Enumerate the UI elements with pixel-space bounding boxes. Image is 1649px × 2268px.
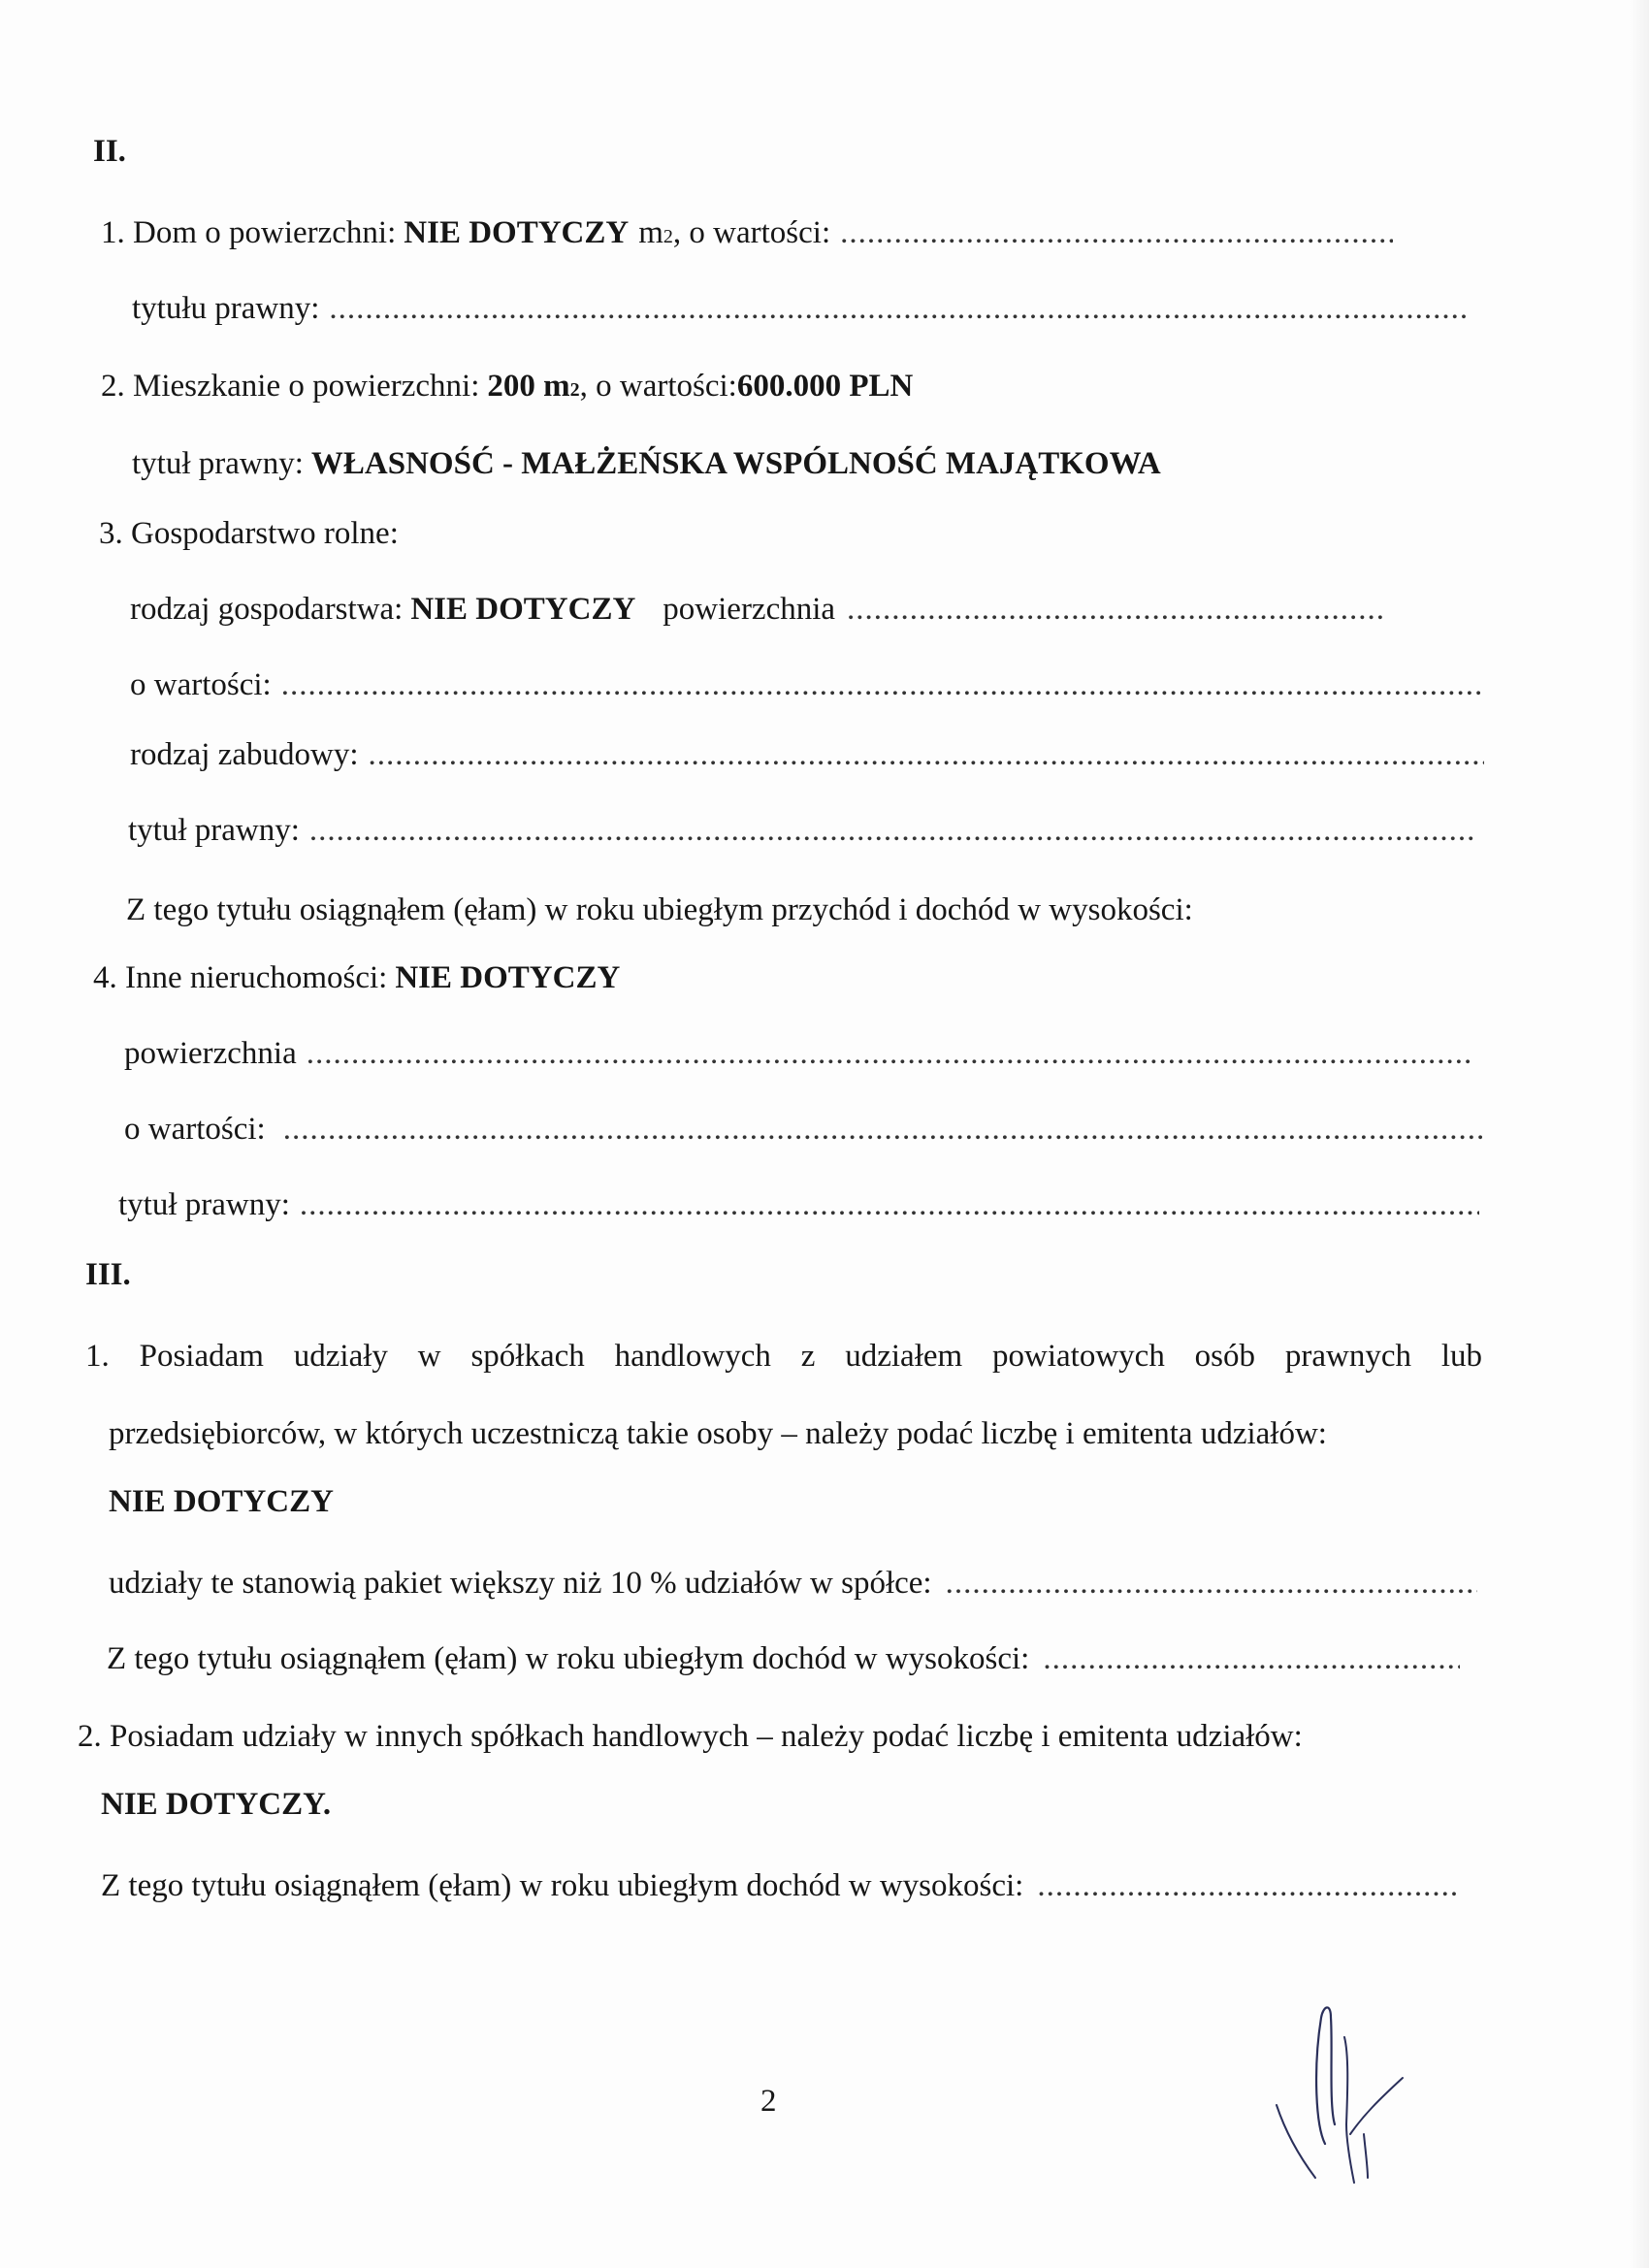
item-3-farm-line	[99, 514, 399, 553]
item-2-title-value: WŁASNOŚĆ - MAŁŻEŃSKA WSPÓLNOŚĆ MAJĄTKOWA	[310, 446, 1161, 481]
section-ii-heading: II.	[93, 134, 126, 169]
handwritten-signature	[1257, 1998, 1451, 2192]
item-3-title-line	[128, 811, 1473, 850]
sec3-item-1-income-line	[107, 1639, 1460, 1678]
sec3-item-1-packet-line	[109, 1564, 1477, 1603]
item-3-type-label: rodzaj gospodarstwa:	[130, 592, 404, 627]
item-3-build-dots	[369, 735, 1484, 774]
item-4-area-line	[124, 1034, 1471, 1073]
sec3-item-1-word: w	[417, 1339, 441, 1374]
section-iii-heading: III.	[85, 1257, 131, 1292]
item-4-title-label: tytuł prawny:	[118, 1187, 290, 1222]
scan-edge-shadow	[1630, 0, 1649, 2268]
item-1-title-line	[132, 289, 1470, 328]
item-2-area: 200 m	[487, 369, 570, 404]
item-3-value-dots	[281, 665, 1482, 704]
sec3-item-1-word: spółkach	[470, 1339, 585, 1374]
sec3-item-1-packet-dots	[946, 1564, 1477, 1603]
sec3-item-2-income-line	[101, 1866, 1456, 1905]
item-2-apartment-line: 2. Mieszkanie o powierzchni: 200 m 2 , o wartości: 600.000 PLN	[101, 369, 914, 404]
item-4-value-line	[124, 1110, 1482, 1149]
sec3-item-1-line-1	[85, 1337, 1482, 1376]
item-3-label: 3. Gospodarstwo rolne:	[99, 516, 399, 551]
item-1-value-dots	[840, 213, 1393, 252]
sec3-item-1-word: handlowych	[614, 1339, 771, 1374]
item-4-area-label: powierzchnia	[124, 1036, 297, 1071]
item-3-type-value: NIE DOTYCZY	[410, 592, 636, 627]
item-3-area-dots	[847, 590, 1382, 629]
sec3-item-1-income-dots	[1043, 1639, 1460, 1678]
sec3-item-1-text: przedsiębiorców, w których uczestniczą takie osoby – należy podać liczbę i emitenta udziałów:	[109, 1416, 1327, 1451]
item-3-income-text: Z tego tytułu osiągnąłem (ęłam) w roku ubiegłym przychód i dochód w wysokości:	[126, 892, 1193, 927]
item-2-value: 600.000 PLN	[736, 369, 914, 404]
item-1-label: 1. Dom o powierzchni:	[101, 215, 397, 250]
item-2-value-label: , o wartości:	[579, 369, 737, 404]
sec3-item-2-line	[78, 1717, 1303, 1756]
item-3-income-line	[126, 891, 1193, 929]
item-3-build-label: rodzaj zabudowy:	[130, 737, 359, 772]
item-3-type-line	[130, 590, 1382, 629]
sec3-item-1-income-text: Z tego tytułu osiągnąłem (ęłam) w roku ubiegłym dochód w wysokości:	[107, 1641, 1030, 1676]
item-4-title-dots	[300, 1185, 1479, 1224]
sec3-item-1-packet-text: udziały te stanowią pakiet większy niż 10 % udziałów w spółce:	[109, 1566, 932, 1601]
sec3-item-1-word: prawnych	[1284, 1339, 1411, 1374]
item-1-title-label: tytułu prawny:	[132, 291, 320, 326]
item-4-value-dots	[283, 1110, 1482, 1149]
sec3-item-1-word: udziały	[293, 1339, 388, 1374]
sec3-item-1-word: powiatowych	[992, 1339, 1165, 1374]
item-4-other-line	[93, 958, 620, 997]
sec3-item-2-text: 2. Posiadam udziały w innych spółkach handlowych – należy podać liczbę i emitenta udziałów:	[78, 1719, 1303, 1754]
item-4-value: NIE DOTYCZY	[395, 960, 621, 995]
item-1-house-line: 1. Dom o powierzchni: NIE DOTYCZY m 2 , o wartości: .....	[101, 213, 1393, 252]
item-2-title-line	[132, 444, 1161, 483]
item-3-build-line	[130, 735, 1484, 774]
item-4-label: 4. Inne nieruchomości:	[93, 960, 388, 995]
sec3-item-1-word: z	[800, 1339, 816, 1374]
page-number: 2	[760, 2084, 777, 2119]
sec3-item-1-answer: NIE DOTYCZY	[109, 1484, 334, 1519]
item-2-label: 2. Mieszkanie o powierzchni:	[101, 369, 480, 404]
item-1-value: NIE DOTYCZY	[404, 215, 630, 250]
sec3-item-1-line-2	[109, 1414, 1327, 1453]
sec3-item-1-word: Posiadam	[139, 1339, 264, 1374]
sec3-item-2-answer: NIE DOTYCZY.	[101, 1787, 332, 1822]
item-3-area-label: powierzchnia	[663, 592, 836, 627]
item-3-title-label: tytuł prawny:	[128, 813, 300, 848]
item-3-title-dots	[309, 811, 1473, 850]
item-3-value-line	[130, 665, 1482, 704]
item-1-title-dots	[329, 289, 1470, 328]
item-4-value-label: o wartości:	[124, 1112, 266, 1147]
item-1-value-label: , o wartości:	[672, 215, 831, 250]
sec3-item-1-word: osób	[1194, 1339, 1256, 1374]
sec3-item-2-income-dots	[1037, 1866, 1456, 1905]
item-1-unit: m	[638, 215, 663, 250]
item-4-area-dots	[307, 1034, 1471, 1073]
sec3-item-1-word: lub	[1440, 1339, 1482, 1374]
item-2-title-label: tytuł prawny:	[132, 446, 304, 481]
item-4-title-line	[118, 1185, 1479, 1224]
sec3-item-1-word: 1.	[85, 1339, 110, 1374]
item-3-value-label: o wartości:	[130, 667, 272, 702]
sec3-item-1-word: udziałem	[845, 1339, 963, 1374]
sec3-item-2-income-text: Z tego tytułu osiągnąłem (ęłam) w roku ubiegłym dochód w wysokości:	[101, 1868, 1024, 1903]
